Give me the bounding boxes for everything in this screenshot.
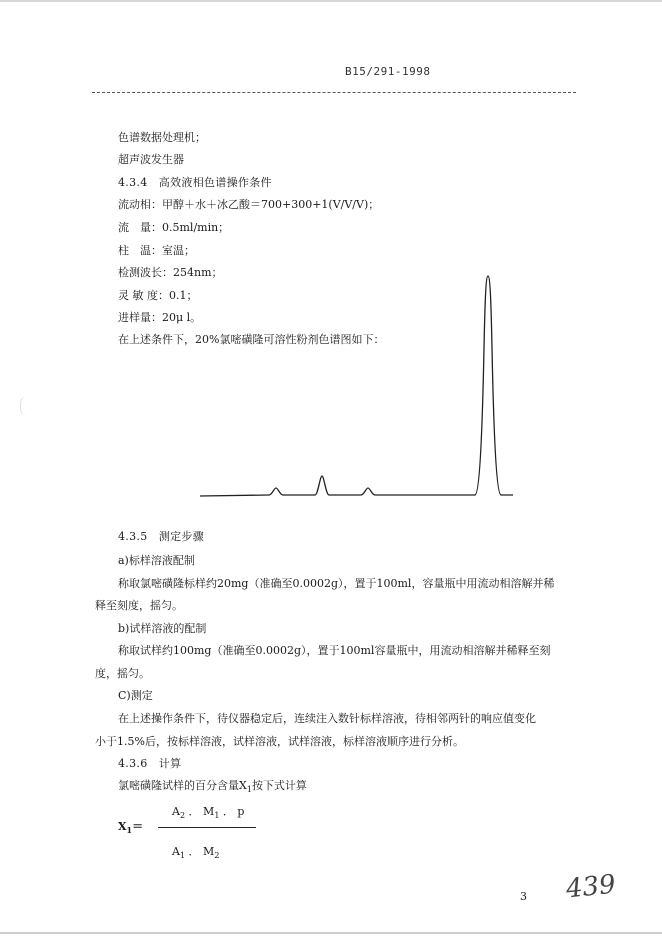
numerator-mass-sub: 1	[214, 811, 220, 821]
denominator-mass-sub: 2	[214, 851, 220, 861]
denominator-area-symbol: A	[172, 845, 180, 858]
section-4-3-6-heading: 4.3.6 计算	[118, 757, 182, 770]
sample-solution-text-2: 度，摇匀。	[95, 667, 150, 680]
sample-solution-title: b)试样溶液的配制	[118, 622, 207, 635]
denominator-dot: ．	[188, 845, 200, 858]
equipment-line-2: 超声波发生器	[118, 153, 184, 166]
handwritten-page-annotation: 439	[564, 869, 618, 905]
denominator-area-sub: 1	[179, 851, 186, 861]
page-number: 3	[520, 890, 527, 903]
standard-solution-text-2: 释至刻度，摇匀。	[95, 599, 183, 612]
denominator-mass-symbol: M	[203, 845, 215, 858]
numerator-area-sub: 2	[179, 811, 186, 821]
formula-equals: ＝	[132, 820, 144, 833]
formula-lhs	[118, 820, 143, 837]
calculation-intro-var: X	[239, 779, 247, 792]
measurement-text-2: 小于1.5%后，按标样溶液，试样溶液，试样溶液，标样溶液顺序进行分析。	[95, 735, 464, 748]
page-edge-bottom	[0, 932, 662, 934]
fraction-bar	[158, 827, 256, 828]
formula-numerator	[172, 805, 244, 823]
standard-number: B15/291-1998	[345, 65, 431, 78]
numerator-purity-symbol: p	[237, 805, 245, 818]
formula-lhs-sub: 1	[126, 825, 133, 836]
column-temp-line: 柱 温：室温；	[118, 244, 195, 257]
calculation-intro	[118, 779, 307, 797]
section-4-3-4-heading: 4.3.4 高效液相色谱操作条件	[118, 176, 272, 189]
mobile-phase-line: 流动相：甲醇＋水＋冰乙酸＝700+300+1(V/V/V)；	[118, 198, 380, 211]
page-edge-top	[0, 0, 662, 2]
calculation-intro-sub: 1	[246, 785, 252, 795]
equipment-line-1: 色谱数据处理机；	[118, 131, 206, 144]
formula-denominator	[172, 845, 219, 863]
injection-volume-line: 进样量：20μ l。	[118, 311, 202, 324]
calculation-intro-suffix: 按下式计算	[251, 779, 307, 792]
standard-solution-title: a)标样溶液配制	[118, 554, 195, 567]
numerator-mass-symbol: M	[203, 805, 215, 818]
section-4-3-5-heading: 4.3.5 测定步骤	[118, 530, 204, 543]
calculation-intro-prefix: 氯嘧磺隆试样的百分含量	[118, 779, 239, 792]
standard-solution-text-1: 称取氯嘧磺隆标样约20mg（准确至0.0002g），置于100ml，容量瓶中用流动相溶解并稀	[118, 577, 555, 590]
numerator-area-symbol: A	[172, 805, 180, 818]
chromatogram-caption: 在上述条件下，20%氯嘧磺隆可溶性粉剂色谱图如下：	[118, 333, 385, 346]
measurement-title: C)测定	[118, 689, 153, 702]
measurement-text-1: 在上述操作条件下，待仪器稳定后，连续注入数针标样溶液，待相邻两针的响应值变化	[118, 712, 536, 725]
chromatogram	[195, 268, 515, 513]
header-rule	[92, 92, 576, 93]
sample-solution-text-1: 称取试样约100mg（准确至0.0002g），置于100ml容量瓶中，用流动相溶解并稀释至刻	[118, 644, 551, 657]
flow-rate-line: 流 量：0.5ml/min；	[118, 221, 230, 234]
numerator-dot-1: ．	[188, 805, 200, 818]
formula-lhs-symbol: X	[118, 820, 127, 833]
sensitivity-line: 灵 敏 度：0.1；	[118, 289, 198, 302]
numerator-dot-2: ．	[222, 805, 234, 818]
binder-mark	[20, 396, 35, 416]
wavelength-line: 检测波长：254nm；	[118, 266, 223, 279]
chromatogram-trace	[200, 276, 513, 496]
